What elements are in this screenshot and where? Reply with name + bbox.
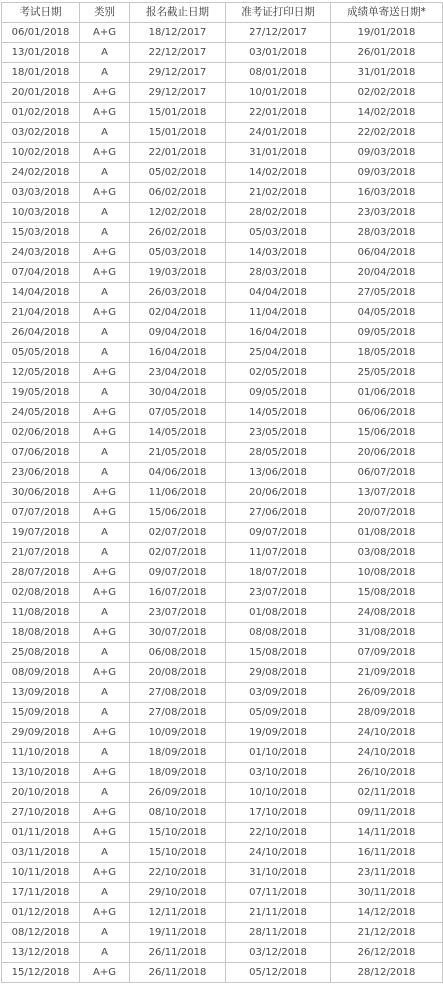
admission-print-date-cell: 08/01/2018 <box>226 63 331 83</box>
registration-deadline-cell: 15/10/2018 <box>130 843 226 863</box>
exam-date-cell: 17/11/2018 <box>2 883 80 903</box>
registration-deadline-cell: 16/04/2018 <box>130 343 226 363</box>
category-cell: A <box>80 443 130 463</box>
category-cell: A+G <box>80 483 130 503</box>
category-cell: A+G <box>80 763 130 783</box>
report-mailing-date-cell: 26/09/2018 <box>331 683 443 703</box>
table-row <box>2 463 443 483</box>
admission-print-date-cell: 02/05/2018 <box>226 363 331 383</box>
registration-deadline-cell: 09/04/2018 <box>130 323 226 343</box>
report-mailing-date-cell: 15/06/2018 <box>331 423 443 443</box>
table-row <box>2 503 443 523</box>
category-cell: A <box>80 683 130 703</box>
admission-print-date-cell: 28/02/2018 <box>226 203 331 223</box>
report-mailing-date-cell: 21/12/2018 <box>331 923 443 943</box>
table-row <box>2 683 443 703</box>
table-row <box>2 823 443 843</box>
category-cell: A+G <box>80 623 130 643</box>
exam-date-cell: 07/04/2018 <box>2 263 80 283</box>
exam-date-cell: 08/12/2018 <box>2 923 80 943</box>
report-mailing-date-cell: 14/02/2018 <box>331 103 443 123</box>
report-mailing-date-cell: 01/08/2018 <box>331 523 443 543</box>
registration-deadline-cell: 27/08/2018 <box>130 703 226 723</box>
category-cell: A <box>80 283 130 303</box>
exam-date-cell: 21/07/2018 <box>2 543 80 563</box>
category-cell: A <box>80 943 130 963</box>
header-category: 类别 <box>80 3 130 23</box>
admission-print-date-cell: 05/09/2018 <box>226 703 331 723</box>
category-cell: A+G <box>80 803 130 823</box>
report-mailing-date-cell: 02/11/2018 <box>331 783 443 803</box>
admission-print-date-cell: 29/08/2018 <box>226 663 331 683</box>
registration-deadline-cell: 18/09/2018 <box>130 743 226 763</box>
report-mailing-date-cell: 14/11/2018 <box>331 823 443 843</box>
header-report-mailing-date: 成绩单寄送日期* <box>331 3 443 23</box>
admission-print-date-cell: 22/01/2018 <box>226 103 331 123</box>
registration-deadline-cell: 29/10/2018 <box>130 883 226 903</box>
exam-date-cell: 21/04/2018 <box>2 303 80 323</box>
report-mailing-date-cell: 20/06/2018 <box>331 443 443 463</box>
registration-deadline-cell: 02/04/2018 <box>130 303 226 323</box>
registration-deadline-cell: 06/02/2018 <box>130 183 226 203</box>
header-exam-date: 考试日期 <box>2 3 80 23</box>
admission-print-date-cell: 03/10/2018 <box>226 763 331 783</box>
admission-print-date-cell: 28/11/2018 <box>226 923 331 943</box>
registration-deadline-cell: 02/07/2018 <box>130 543 226 563</box>
admission-print-date-cell: 18/07/2018 <box>226 563 331 583</box>
exam-date-cell: 06/01/2018 <box>2 23 80 43</box>
admission-print-date-cell: 28/03/2018 <box>226 263 331 283</box>
exam-date-cell: 10/02/2018 <box>2 143 80 163</box>
report-mailing-date-cell: 31/08/2018 <box>331 623 443 643</box>
category-cell: A <box>80 543 130 563</box>
report-mailing-date-cell: 07/09/2018 <box>331 643 443 663</box>
category-cell: A <box>80 643 130 663</box>
admission-print-date-cell: 21/11/2018 <box>226 903 331 923</box>
table-row <box>2 483 443 503</box>
table-row <box>2 163 443 183</box>
table-row <box>2 623 443 643</box>
report-mailing-date-cell: 06/07/2018 <box>331 463 443 483</box>
registration-deadline-cell: 26/11/2018 <box>130 963 226 983</box>
exam-date-cell: 19/05/2018 <box>2 383 80 403</box>
category-cell: A+G <box>80 243 130 263</box>
exam-date-cell: 24/05/2018 <box>2 403 80 423</box>
registration-deadline-cell: 27/08/2018 <box>130 683 226 703</box>
registration-deadline-cell: 29/12/2017 <box>130 63 226 83</box>
category-cell: A <box>80 343 130 363</box>
report-mailing-date-cell: 20/04/2018 <box>331 263 443 283</box>
admission-print-date-cell: 27/12/2017 <box>226 23 331 43</box>
exam-date-cell: 25/08/2018 <box>2 643 80 663</box>
exam-date-cell: 14/04/2018 <box>2 283 80 303</box>
table-row <box>2 223 443 243</box>
registration-deadline-cell: 07/05/2018 <box>130 403 226 423</box>
exam-date-cell: 01/02/2018 <box>2 103 80 123</box>
report-mailing-date-cell: 09/05/2018 <box>331 323 443 343</box>
admission-print-date-cell: 20/06/2018 <box>226 483 331 503</box>
table-row <box>2 643 443 663</box>
admission-print-date-cell: 23/07/2018 <box>226 583 331 603</box>
exam-date-cell: 26/04/2018 <box>2 323 80 343</box>
exam-date-cell: 20/01/2018 <box>2 83 80 103</box>
category-cell: A+G <box>80 143 130 163</box>
exam-date-cell: 03/02/2018 <box>2 123 80 143</box>
table-row <box>2 63 443 83</box>
admission-print-date-cell: 13/06/2018 <box>226 463 331 483</box>
registration-deadline-cell: 15/06/2018 <box>130 503 226 523</box>
table-row <box>2 723 443 743</box>
table-row <box>2 383 443 403</box>
admission-print-date-cell: 11/04/2018 <box>226 303 331 323</box>
category-cell: A+G <box>80 403 130 423</box>
table-row <box>2 103 443 123</box>
header-registration-deadline: 报名截止日期 <box>130 3 226 23</box>
admission-print-date-cell: 16/04/2018 <box>226 323 331 343</box>
exam-date-cell: 07/07/2018 <box>2 503 80 523</box>
category-cell: A <box>80 43 130 63</box>
category-cell: A <box>80 883 130 903</box>
category-cell: A+G <box>80 583 130 603</box>
table-row <box>2 903 443 923</box>
table-row <box>2 283 443 303</box>
table-row <box>2 563 443 583</box>
registration-deadline-cell: 30/04/2018 <box>130 383 226 403</box>
report-mailing-date-cell: 03/08/2018 <box>331 543 443 563</box>
registration-deadline-cell: 05/02/2018 <box>130 163 226 183</box>
category-cell: A <box>80 603 130 623</box>
table-row <box>2 263 443 283</box>
category-cell: A <box>80 223 130 243</box>
admission-print-date-cell: 14/03/2018 <box>226 243 331 263</box>
table-row <box>2 443 443 463</box>
registration-deadline-cell: 05/03/2018 <box>130 243 226 263</box>
category-cell: A <box>80 703 130 723</box>
table-row <box>2 843 443 863</box>
category-cell: A+G <box>80 263 130 283</box>
table-row <box>2 403 443 423</box>
category-cell: A <box>80 783 130 803</box>
registration-deadline-cell: 20/08/2018 <box>130 663 226 683</box>
report-mailing-date-cell: 26/10/2018 <box>331 763 443 783</box>
registration-deadline-cell: 16/07/2018 <box>130 583 226 603</box>
category-cell: A <box>80 163 130 183</box>
registration-deadline-cell: 11/06/2018 <box>130 483 226 503</box>
registration-deadline-cell: 29/12/2017 <box>130 83 226 103</box>
category-cell: A+G <box>80 963 130 983</box>
registration-deadline-cell: 19/03/2018 <box>130 263 226 283</box>
admission-print-date-cell: 17/10/2018 <box>226 803 331 823</box>
registration-deadline-cell: 23/07/2018 <box>130 603 226 623</box>
admission-print-date-cell: 04/04/2018 <box>226 283 331 303</box>
report-mailing-date-cell: 01/06/2018 <box>331 383 443 403</box>
exam-date-cell: 13/10/2018 <box>2 763 80 783</box>
table-row <box>2 523 443 543</box>
category-cell: A <box>80 463 130 483</box>
report-mailing-date-cell: 13/07/2018 <box>331 483 443 503</box>
registration-deadline-cell: 06/08/2018 <box>130 643 226 663</box>
admission-print-date-cell: 24/10/2018 <box>226 843 331 863</box>
report-mailing-date-cell: 23/03/2018 <box>331 203 443 223</box>
report-mailing-date-cell: 09/11/2018 <box>331 803 443 823</box>
admission-print-date-cell: 10/01/2018 <box>226 83 331 103</box>
category-cell: A <box>80 323 130 343</box>
category-cell: A+G <box>80 23 130 43</box>
report-mailing-date-cell: 28/09/2018 <box>331 703 443 723</box>
registration-deadline-cell: 15/01/2018 <box>130 103 226 123</box>
table-row <box>2 243 443 263</box>
report-mailing-date-cell: 04/05/2018 <box>331 303 443 323</box>
admission-print-date-cell: 28/05/2018 <box>226 443 331 463</box>
table-row <box>2 703 443 723</box>
report-mailing-date-cell: 26/01/2018 <box>331 43 443 63</box>
table-row <box>2 303 443 323</box>
category-cell: A+G <box>80 503 130 523</box>
report-mailing-date-cell: 16/11/2018 <box>331 843 443 863</box>
category-cell: A <box>80 743 130 763</box>
registration-deadline-cell: 10/09/2018 <box>130 723 226 743</box>
admission-print-date-cell: 27/06/2018 <box>226 503 331 523</box>
report-mailing-date-cell: 09/03/2018 <box>331 163 443 183</box>
registration-deadline-cell: 18/12/2017 <box>130 23 226 43</box>
exam-date-cell: 29/09/2018 <box>2 723 80 743</box>
table-row <box>2 803 443 823</box>
admission-print-date-cell: 24/01/2018 <box>226 123 331 143</box>
category-cell: A+G <box>80 183 130 203</box>
table-row <box>2 783 443 803</box>
table-row <box>2 743 443 763</box>
report-mailing-date-cell: 24/08/2018 <box>331 603 443 623</box>
exam-date-cell: 15/12/2018 <box>2 963 80 983</box>
table-row <box>2 363 443 383</box>
exam-date-cell: 02/06/2018 <box>2 423 80 443</box>
admission-print-date-cell: 05/03/2018 <box>226 223 331 243</box>
report-mailing-date-cell: 16/03/2018 <box>331 183 443 203</box>
exam-date-cell: 03/03/2018 <box>2 183 80 203</box>
category-cell: A+G <box>80 83 130 103</box>
category-cell: A <box>80 123 130 143</box>
exam-date-cell: 28/07/2018 <box>2 563 80 583</box>
admission-print-date-cell: 03/01/2018 <box>226 43 331 63</box>
table-row <box>2 943 443 963</box>
table-row <box>2 583 443 603</box>
exam-date-cell: 15/03/2018 <box>2 223 80 243</box>
report-mailing-date-cell: 06/06/2018 <box>331 403 443 423</box>
registration-deadline-cell: 19/11/2018 <box>130 923 226 943</box>
registration-deadline-cell: 15/10/2018 <box>130 823 226 843</box>
table-row <box>2 663 443 683</box>
registration-deadline-cell: 22/01/2018 <box>130 143 226 163</box>
report-mailing-date-cell: 10/08/2018 <box>331 563 443 583</box>
admission-print-date-cell: 03/12/2018 <box>226 943 331 963</box>
category-cell: A+G <box>80 863 130 883</box>
exam-date-cell: 10/03/2018 <box>2 203 80 223</box>
exam-date-cell: 05/05/2018 <box>2 343 80 363</box>
registration-deadline-cell: 04/06/2018 <box>130 463 226 483</box>
admission-print-date-cell: 14/02/2018 <box>226 163 331 183</box>
report-mailing-date-cell: 25/05/2018 <box>331 363 443 383</box>
table-row <box>2 883 443 903</box>
admission-print-date-cell: 09/07/2018 <box>226 523 331 543</box>
category-cell: A+G <box>80 903 130 923</box>
admission-print-date-cell: 03/09/2018 <box>226 683 331 703</box>
exam-date-cell: 15/09/2018 <box>2 703 80 723</box>
table-row <box>2 343 443 363</box>
exam-date-cell: 13/12/2018 <box>2 943 80 963</box>
exam-date-cell: 12/05/2018 <box>2 363 80 383</box>
report-mailing-date-cell: 09/03/2018 <box>331 143 443 163</box>
registration-deadline-cell: 22/12/2017 <box>130 43 226 63</box>
admission-print-date-cell: 07/11/2018 <box>226 883 331 903</box>
report-mailing-date-cell: 22/02/2018 <box>331 123 443 143</box>
table-row <box>2 323 443 343</box>
table-row <box>2 863 443 883</box>
exam-date-cell: 30/06/2018 <box>2 483 80 503</box>
admission-print-date-cell: 01/08/2018 <box>226 603 331 623</box>
admission-print-date-cell: 14/05/2018 <box>226 403 331 423</box>
report-mailing-date-cell: 30/11/2018 <box>331 883 443 903</box>
admission-print-date-cell: 01/10/2018 <box>226 743 331 763</box>
exam-date-cell: 18/01/2018 <box>2 63 80 83</box>
report-mailing-date-cell: 26/12/2018 <box>331 943 443 963</box>
report-mailing-date-cell: 24/10/2018 <box>331 723 443 743</box>
exam-date-cell: 11/10/2018 <box>2 743 80 763</box>
exam-date-cell: 07/06/2018 <box>2 443 80 463</box>
category-cell: A+G <box>80 423 130 443</box>
registration-deadline-cell: 02/07/2018 <box>130 523 226 543</box>
exam-date-cell: 03/11/2018 <box>2 843 80 863</box>
category-cell: A <box>80 203 130 223</box>
category-cell: A <box>80 843 130 863</box>
category-cell: A+G <box>80 723 130 743</box>
category-cell: A <box>80 923 130 943</box>
table-row <box>2 763 443 783</box>
report-mailing-date-cell: 23/11/2018 <box>331 863 443 883</box>
report-mailing-date-cell: 20/07/2018 <box>331 503 443 523</box>
exam-date-cell: 01/12/2018 <box>2 903 80 923</box>
header-row <box>2 3 443 23</box>
exam-date-cell: 10/11/2018 <box>2 863 80 883</box>
table-row <box>2 963 443 983</box>
admission-print-date-cell: 15/08/2018 <box>226 643 331 663</box>
admission-print-date-cell: 11/07/2018 <box>226 543 331 563</box>
registration-deadline-cell: 18/09/2018 <box>130 763 226 783</box>
exam-date-cell: 13/09/2018 <box>2 683 80 703</box>
exam-date-cell: 13/01/2018 <box>2 43 80 63</box>
table-row <box>2 543 443 563</box>
registration-deadline-cell: 21/05/2018 <box>130 443 226 463</box>
report-mailing-date-cell: 24/10/2018 <box>331 743 443 763</box>
category-cell: A+G <box>80 103 130 123</box>
category-cell: A+G <box>80 663 130 683</box>
registration-deadline-cell: 09/07/2018 <box>130 563 226 583</box>
table-row <box>2 83 443 103</box>
report-mailing-date-cell: 14/12/2018 <box>331 903 443 923</box>
category-cell: A+G <box>80 303 130 323</box>
registration-deadline-cell: 12/11/2018 <box>130 903 226 923</box>
registration-deadline-cell: 30/07/2018 <box>130 623 226 643</box>
report-mailing-date-cell: 02/02/2018 <box>331 83 443 103</box>
exam-date-cell: 23/06/2018 <box>2 463 80 483</box>
exam-date-cell: 24/02/2018 <box>2 163 80 183</box>
table-row <box>2 143 443 163</box>
admission-print-date-cell: 05/12/2018 <box>226 963 331 983</box>
header-admission-print-date: 准考证打印日期 <box>226 3 331 23</box>
admission-print-date-cell: 19/09/2018 <box>226 723 331 743</box>
table-row <box>2 203 443 223</box>
registration-deadline-cell: 23/04/2018 <box>130 363 226 383</box>
admission-print-date-cell: 31/10/2018 <box>226 863 331 883</box>
report-mailing-date-cell: 28/12/2018 <box>331 963 443 983</box>
report-mailing-date-cell: 21/09/2018 <box>331 663 443 683</box>
registration-deadline-cell: 08/10/2018 <box>130 803 226 823</box>
report-mailing-date-cell: 27/05/2018 <box>331 283 443 303</box>
exam-date-cell: 19/07/2018 <box>2 523 80 543</box>
category-cell: A+G <box>80 363 130 383</box>
report-mailing-date-cell: 19/01/2018 <box>331 23 443 43</box>
registration-deadline-cell: 22/10/2018 <box>130 863 226 883</box>
table-row <box>2 603 443 623</box>
admission-print-date-cell: 21/02/2018 <box>226 183 331 203</box>
registration-deadline-cell: 15/01/2018 <box>130 123 226 143</box>
admission-print-date-cell: 31/01/2018 <box>226 143 331 163</box>
category-cell: A <box>80 523 130 543</box>
report-mailing-date-cell: 28/03/2018 <box>331 223 443 243</box>
registration-deadline-cell: 26/11/2018 <box>130 943 226 963</box>
exam-date-cell: 18/08/2018 <box>2 623 80 643</box>
exam-date-cell: 27/10/2018 <box>2 803 80 823</box>
table-row <box>2 183 443 203</box>
admission-print-date-cell: 08/08/2018 <box>226 623 331 643</box>
table-row <box>2 123 443 143</box>
exam-date-cell: 02/08/2018 <box>2 583 80 603</box>
exam-date-cell: 20/10/2018 <box>2 783 80 803</box>
category-cell: A+G <box>80 563 130 583</box>
admission-print-date-cell: 09/05/2018 <box>226 383 331 403</box>
report-mailing-date-cell: 18/05/2018 <box>331 343 443 363</box>
table-body <box>2 23 443 983</box>
registration-deadline-cell: 12/02/2018 <box>130 203 226 223</box>
exam-date-cell: 08/09/2018 <box>2 663 80 683</box>
exam-date-cell: 01/11/2018 <box>2 823 80 843</box>
admission-print-date-cell: 23/05/2018 <box>226 423 331 443</box>
admission-print-date-cell: 25/04/2018 <box>226 343 331 363</box>
category-cell: A+G <box>80 823 130 843</box>
category-cell: A <box>80 63 130 83</box>
table-row <box>2 923 443 943</box>
report-mailing-date-cell: 15/08/2018 <box>331 583 443 603</box>
table-row <box>2 423 443 443</box>
category-cell: A <box>80 383 130 403</box>
exam-date-cell: 11/08/2018 <box>2 603 80 623</box>
table-row <box>2 43 443 63</box>
report-mailing-date-cell: 31/01/2018 <box>331 63 443 83</box>
registration-deadline-cell: 14/05/2018 <box>130 423 226 443</box>
report-mailing-date-cell: 06/04/2018 <box>331 243 443 263</box>
registration-deadline-cell: 26/09/2018 <box>130 783 226 803</box>
admission-print-date-cell: 22/10/2018 <box>226 823 331 843</box>
exam-schedule-table <box>1 2 443 983</box>
registration-deadline-cell: 26/03/2018 <box>130 283 226 303</box>
table-row <box>2 23 443 43</box>
exam-date-cell: 24/03/2018 <box>2 243 80 263</box>
registration-deadline-cell: 26/02/2018 <box>130 223 226 243</box>
admission-print-date-cell: 10/10/2018 <box>226 783 331 803</box>
